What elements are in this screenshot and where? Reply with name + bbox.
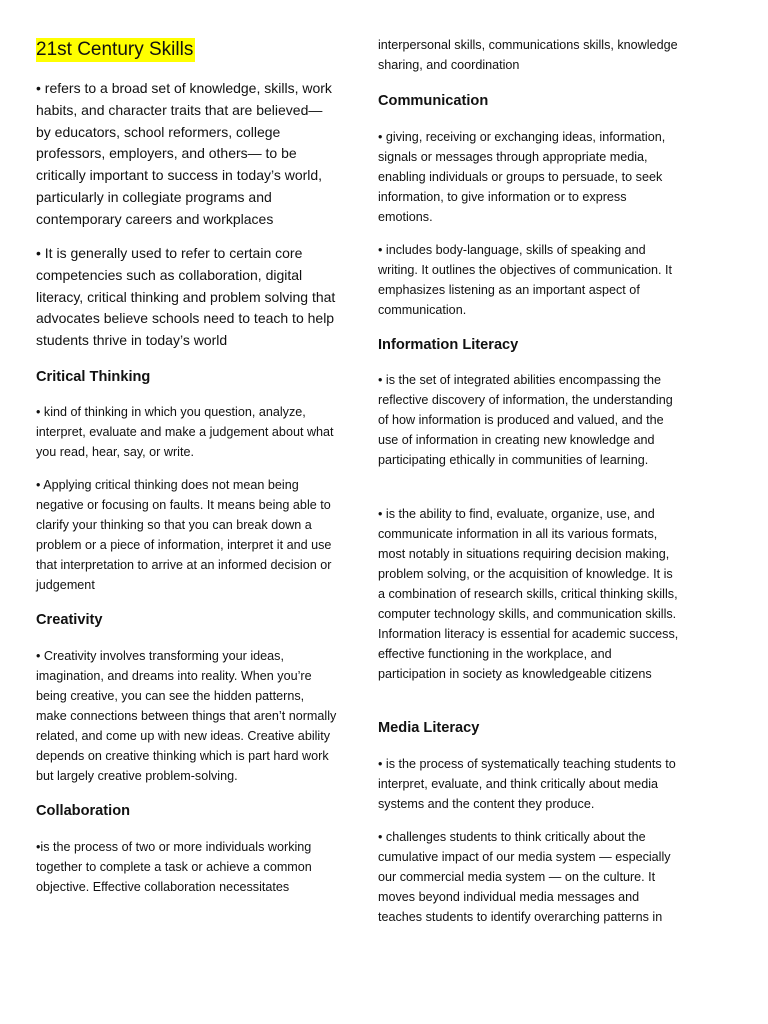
communication-paragraph-1: • giving, receiving or exchanging ideas, information, signals or messages through appropriate media, enabling individuals or groups to persuade, to seek information, to give information or to express emotions. bbox=[378, 130, 666, 224]
media-literacy-paragraph-2: • challenges students to think critically about the cumulative impact of our media system — especially our commercial media system — on the culture. It moves beyond individual media messages and teaches students to identify overarching patterns in bbox=[378, 830, 671, 924]
information-literacy-paragraph-2: • is the ability to find, evaluate, organize, use, and communicate information in all its various formats, most notably in situations requiring decision making, problem solving, or the acquisition of knowledge. It is a combination of research skills, critical thinking skills, computer technology skills, and communication skills. Information literacy is essential for academic success, effective functioning in the workplace, and participation in society as knowledgeable citizens bbox=[378, 507, 679, 681]
critical-thinking-paragraph-2: • Applying critical thinking does not mean being negative or focusing on faults. It means being able to clarify your thinking so that you can break down a problem or a piece of information, interpret it and use that interpretation to arrive at an informed decision or judgement bbox=[36, 478, 332, 592]
heading-creativity: Creativity bbox=[36, 612, 103, 628]
heading-information-literacy: Information Literacy bbox=[378, 337, 519, 353]
information-literacy-paragraph-1: • is the set of integrated abilities encompassing the reflective discovery of information, the understanding of how information is produced and valued, and the use of information in creating new knowledge and participating ethically in communities of learning. bbox=[378, 373, 673, 467]
collaboration-continuation: interpersonal skills, communications skills, knowledge sharing, and coordination bbox=[378, 38, 678, 72]
heading-media-literacy: Media Literacy bbox=[378, 720, 480, 736]
collaboration-paragraph-1: •is the process of two or more individuals working together to complete a task or achieve a common objective. Effective collaboration necessitates bbox=[36, 840, 312, 894]
heading-communication: Communication bbox=[378, 93, 489, 109]
communication-paragraph-2: • includes body-language, skills of speaking and writing. It outlines the objectives of communication. It emphasizes listening as an important aspect of communication. bbox=[378, 243, 672, 317]
intro-paragraph-1: • refers to a broad set of knowledge, skills, work habits, and character traits that are believed—by educators, school reformers, college professors, employers, and others— to be critically important to success in today’s world, particularly in collegiate programs and contemporary careers and workplaces bbox=[36, 80, 332, 227]
heading-critical-thinking: Critical Thinking bbox=[36, 369, 151, 385]
critical-thinking-paragraph-1: • kind of thinking in which you question, analyze, interpret, evaluate and make a judgement about what you read, hear, say, or write. bbox=[36, 405, 334, 459]
media-literacy-paragraph-1: • is the process of systematically teaching students to interpret, evaluate, and think critically about media systems and the content they produce. bbox=[378, 757, 676, 811]
creativity-paragraph-1: • Creativity involves transforming your ideas, imagination, and dreams into reality. When you’re being creative, you can see the hidden patterns, make connections between things that aren’t normally related, and come up with new ideas. Creative ability depends on creative thinking which is part hard work but largely creative problem-solving. bbox=[36, 649, 337, 783]
intro-paragraph-2: • It is generally used to refer to certain core competencies such as collaboration, digital literacy, critical thinking and problem solving that advocates believe schools need to teach to help students thrive in today’s world bbox=[36, 245, 336, 349]
document-title: 21st Century Skills bbox=[36, 39, 194, 60]
heading-collaboration: Collaboration bbox=[36, 803, 131, 819]
